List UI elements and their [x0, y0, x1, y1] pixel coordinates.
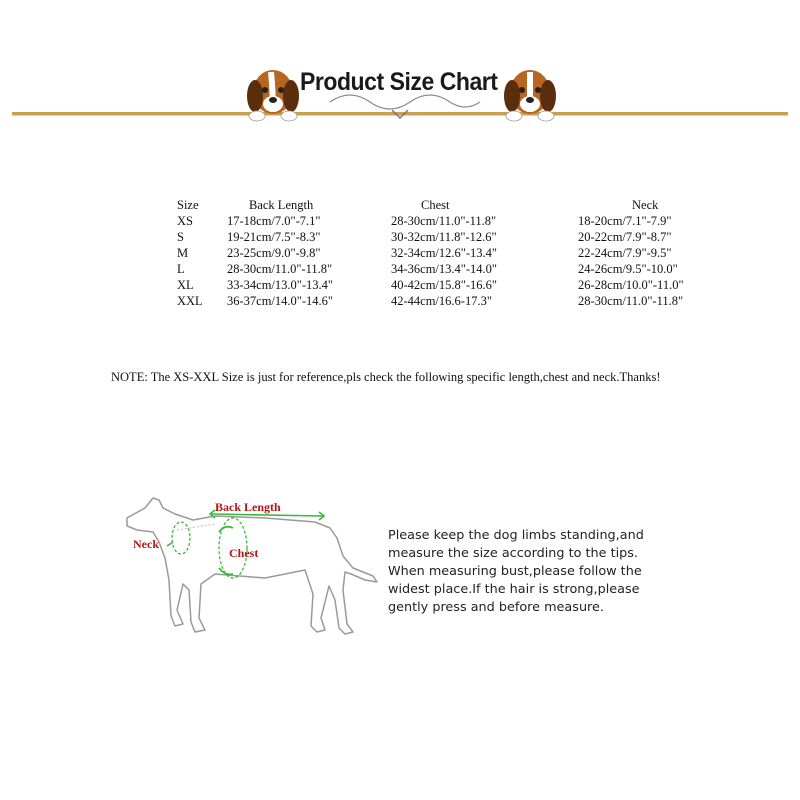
dog-mascot-right-icon	[504, 70, 556, 121]
table-header-row	[172, 197, 762, 213]
cell-neck: 20-22cm/7.9"-8.7"	[578, 230, 672, 244]
cell-neck: 28-30cm/11.0"-11.8"	[578, 294, 684, 308]
cell-chest: 34-36cm/13.4"-14.0"	[391, 262, 498, 276]
column-header-back-length: Back Length	[249, 198, 314, 212]
instruction-line: When measuring bust,please follow the	[388, 564, 642, 579]
cell-back-length: 33-34cm/13.0"-13.4"	[227, 278, 334, 292]
cell-size: L	[177, 262, 185, 276]
page-title: Product Size Chart	[300, 68, 498, 96]
cell-back-length: 19-21cm/7.5"-8.3"	[227, 230, 321, 244]
cell-chest: 30-32cm/11.8"-12.6"	[391, 230, 497, 244]
cell-size: XL	[177, 278, 194, 292]
instruction-line: widest place.If the hair is strong,please	[388, 582, 640, 597]
dog-silhouette	[127, 498, 377, 634]
cell-neck: 26-28cm/10.0"-11.0"	[578, 278, 684, 292]
cell-chest: 32-34cm/12.6"-13.4"	[391, 246, 498, 260]
table-row	[172, 277, 762, 293]
table-row	[172, 261, 762, 277]
instruction-line: gently press and before measure.	[388, 600, 604, 615]
cell-chest: 40-42cm/15.8"-16.6"	[391, 278, 498, 292]
neck-measure-loop	[172, 522, 190, 554]
label-back-length: Back Length	[215, 500, 281, 514]
table-row	[172, 229, 762, 245]
column-header-size: Size	[177, 198, 199, 212]
cell-chest: 42-44cm/16.6-17.3"	[391, 294, 492, 308]
label-neck: Neck	[133, 537, 159, 551]
instruction-line: measure the size according to the tips.	[388, 546, 639, 561]
cell-neck: 24-26cm/9.5"-10.0"	[578, 262, 678, 276]
cell-back-length: 28-30cm/11.0"-11.8"	[227, 262, 333, 276]
cell-size: XS	[177, 214, 193, 228]
swirl-ornament	[330, 95, 480, 109]
size-chart-table	[172, 197, 762, 309]
cell-back-length: 36-37cm/14.0"-14.6"	[227, 294, 334, 308]
cell-size: M	[177, 246, 189, 260]
header-rule	[12, 112, 788, 115]
cell-chest: 28-30cm/11.0"-11.8"	[391, 214, 497, 228]
cell-size: XXL	[177, 294, 203, 308]
table-row	[172, 213, 762, 229]
cell-neck: 18-20cm/7.1"-7.9"	[578, 214, 672, 228]
cell-neck: 22-24cm/7.9"-9.5"	[578, 246, 672, 260]
table-row	[172, 245, 762, 261]
column-header-neck: Neck	[632, 198, 659, 212]
dog-measurement-figure	[115, 490, 385, 640]
column-header-chest: Chest	[421, 198, 450, 212]
header-banner	[0, 60, 800, 130]
reference-note: NOTE: The XS-XXL Size is just for reference,pls check the following specific length,chest and neck.Thanks!	[111, 370, 661, 384]
label-chest: Chest	[229, 546, 259, 560]
table-row	[172, 293, 762, 309]
cell-back-length: 23-25cm/9.0"-9.8"	[227, 246, 321, 260]
cell-back-length: 17-18cm/7.0"-7.1"	[227, 214, 321, 228]
measurement-instructions	[388, 527, 708, 617]
dog-mascot-left-icon	[247, 70, 299, 121]
instruction-line: Please keep the dog limbs standing,and	[388, 528, 644, 543]
cell-size: S	[177, 230, 184, 244]
